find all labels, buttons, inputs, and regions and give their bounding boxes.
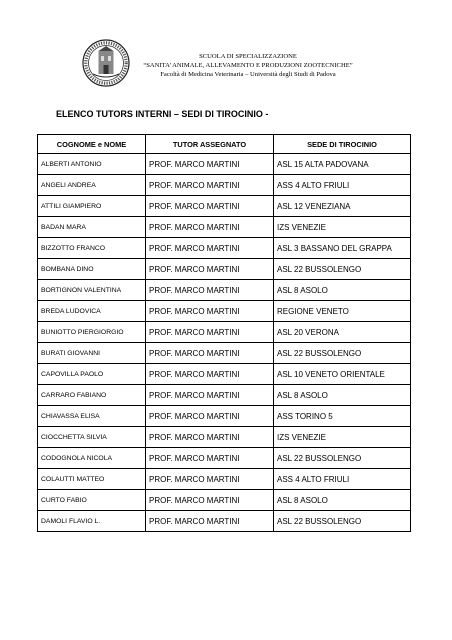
internship-site: ASL 20 VERONA bbox=[274, 322, 411, 343]
table-row bbox=[38, 448, 411, 469]
internship-site: ASL 8 ASOLO bbox=[274, 280, 411, 301]
student-name: DAMOLI FLAVIO L. bbox=[38, 511, 146, 532]
internship-site: ASL 3 BASSANO DEL GRAPPA bbox=[274, 238, 411, 259]
school-name: SCUOLA DI SPECIALIZZAZIONE bbox=[199, 53, 297, 60]
student-name: BIZZOTTO FRANCO bbox=[38, 238, 146, 259]
internship-site: IZS VENEZIE bbox=[274, 427, 411, 448]
assigned-tutor: PROF. MARCO MARTINI bbox=[146, 301, 274, 322]
internship-site: ASL 12 VENEZIANA bbox=[274, 196, 411, 217]
assigned-tutor: PROF. MARCO MARTINI bbox=[146, 364, 274, 385]
internship-site: ASL 10 VENETO ORIENTALE bbox=[274, 364, 411, 385]
internship-site: ASL 22 BUSSOLENGO bbox=[274, 343, 411, 364]
internship-site: ASL 15 ALTA PADOVANA bbox=[274, 154, 411, 175]
table-row bbox=[38, 343, 411, 364]
student-name: BORTIGNON VALENTINA bbox=[38, 280, 146, 301]
internship-site: ASL 22 BUSSOLENGO bbox=[274, 448, 411, 469]
internship-site: IZS VENEZIE bbox=[274, 217, 411, 238]
assigned-tutor: PROF. MARCO MARTINI bbox=[146, 154, 274, 175]
table-row bbox=[38, 280, 411, 301]
student-name: BOMBANA DINO bbox=[38, 259, 146, 280]
university-seal-icon bbox=[80, 38, 132, 88]
assigned-tutor: PROF. MARCO MARTINI bbox=[146, 490, 274, 511]
assigned-tutor: PROF. MARCO MARTINI bbox=[146, 385, 274, 406]
table-row bbox=[38, 238, 411, 259]
table-row bbox=[38, 301, 411, 322]
table-row bbox=[38, 385, 411, 406]
table-row bbox=[38, 322, 411, 343]
student-name: CARRARO FABIANO bbox=[38, 385, 146, 406]
assigned-tutor: PROF. MARCO MARTINI bbox=[146, 196, 274, 217]
student-name: COLAUTTI MATTEO bbox=[38, 469, 146, 490]
assigned-tutor: PROF. MARCO MARTINI bbox=[146, 238, 274, 259]
faculty-name: Facoltà di Medicina Veterinaria – Università degli Studi di Padova bbox=[160, 71, 336, 78]
assigned-tutor: PROF. MARCO MARTINI bbox=[146, 343, 274, 364]
student-name: ALBERTI ANTONIO bbox=[38, 154, 146, 175]
student-name: ANGELI ANDREA bbox=[38, 175, 146, 196]
internship-site: ASL 8 ASOLO bbox=[274, 490, 411, 511]
student-name: ATTILI GIAMPIERO bbox=[38, 196, 146, 217]
internship-site: ASL 22 BUSSOLENGO bbox=[274, 511, 411, 532]
student-name: BUNIOTTO PIERGIORGIO bbox=[38, 322, 146, 343]
student-name: CAPOVILLA PAOLO bbox=[38, 364, 146, 385]
assigned-tutor: PROF. MARCO MARTINI bbox=[146, 406, 274, 427]
assigned-tutor: PROF. MARCO MARTINI bbox=[146, 427, 274, 448]
student-name: CODOGNOLA NICOLA bbox=[38, 448, 146, 469]
internship-site: ASL 8 ASOLO bbox=[274, 385, 411, 406]
assigned-tutor: PROF. MARCO MARTINI bbox=[146, 217, 274, 238]
assigned-tutor: PROF. MARCO MARTINI bbox=[146, 259, 274, 280]
assigned-tutor: PROF. MARCO MARTINI bbox=[146, 175, 274, 196]
internship-site: ASL 22 BUSSOLENGO bbox=[274, 259, 411, 280]
assigned-tutor: PROF. MARCO MARTINI bbox=[146, 322, 274, 343]
internship-site: REGIONE VENETO bbox=[274, 301, 411, 322]
student-name: CHIAVASSA ELISA bbox=[38, 406, 146, 427]
column-header-site: SEDE DI TIROCINIO bbox=[274, 135, 411, 154]
table-row bbox=[38, 469, 411, 490]
column-header-student: COGNOME e NOME bbox=[38, 135, 146, 154]
student-name: CURTO FABIO bbox=[38, 490, 146, 511]
table-row bbox=[38, 154, 411, 175]
document-title: ELENCO TUTORS INTERNI – SEDI DI TIROCINIO - bbox=[56, 109, 269, 119]
assigned-tutor: PROF. MARCO MARTINI bbox=[146, 448, 274, 469]
assigned-tutor: PROF. MARCO MARTINI bbox=[146, 469, 274, 490]
internship-site: ASS TORINO 5 bbox=[274, 406, 411, 427]
specialization-name: “SANITA’ ANIMALE, ALLEVAMENTO E PRODUZIONI ZOOTECNICHE” bbox=[143, 62, 353, 69]
student-name: BADAN MARA bbox=[38, 217, 146, 238]
table-row bbox=[38, 406, 411, 427]
student-name: BREDA LUDOVICA bbox=[38, 301, 146, 322]
student-name: CIOCCHETTA SILVIA bbox=[38, 427, 146, 448]
internship-site: ASS 4 ALTO FRIULI bbox=[274, 175, 411, 196]
column-header-tutor: TUTOR ASSEGNATO bbox=[146, 135, 274, 154]
table-row bbox=[38, 196, 411, 217]
assigned-tutor: PROF. MARCO MARTINI bbox=[146, 511, 274, 532]
table-row bbox=[38, 427, 411, 448]
assigned-tutor: PROF. MARCO MARTINI bbox=[146, 280, 274, 301]
tutors-table bbox=[37, 134, 411, 532]
table-row bbox=[38, 364, 411, 385]
table-row bbox=[38, 175, 411, 196]
table-row bbox=[38, 259, 411, 280]
table-row bbox=[38, 490, 411, 511]
table-row bbox=[38, 217, 411, 238]
student-name: BURATI GIOVANNI bbox=[38, 343, 146, 364]
internship-site: ASS 4 ALTO FRIULI bbox=[274, 469, 411, 490]
institution-header bbox=[130, 52, 366, 79]
table-header-row bbox=[38, 135, 411, 154]
table-row bbox=[38, 511, 411, 532]
